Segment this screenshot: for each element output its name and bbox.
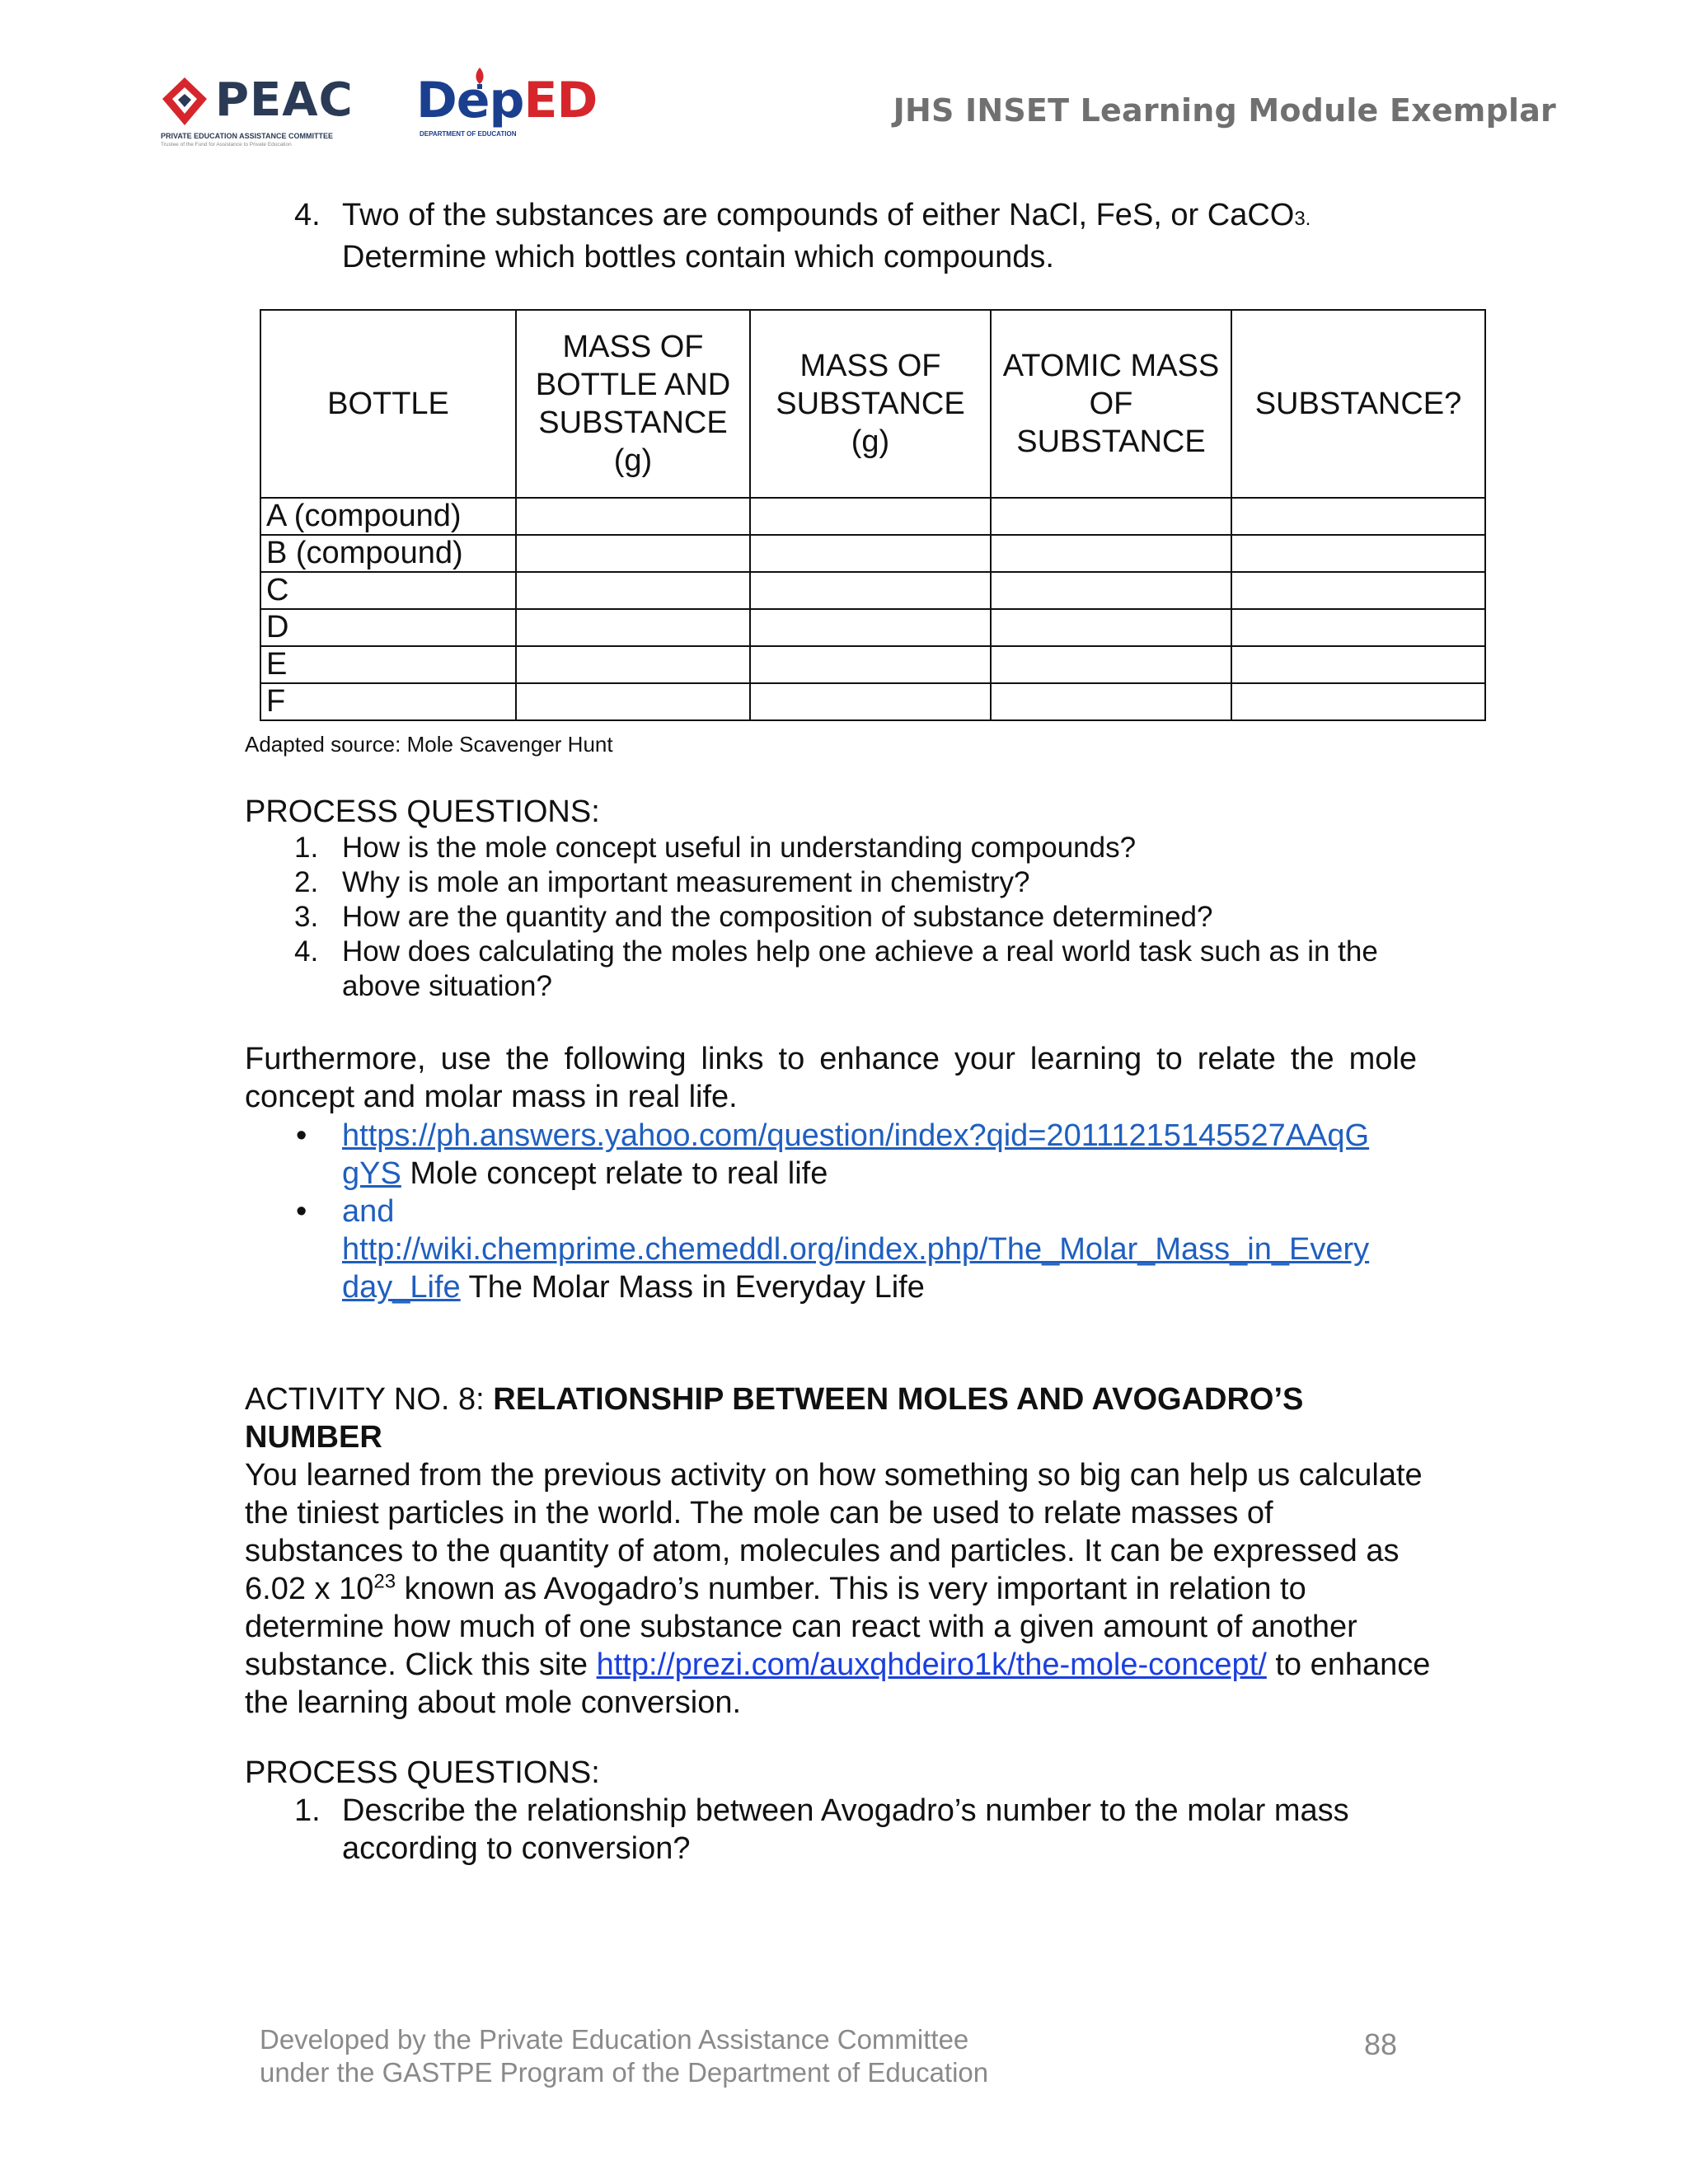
activity-8-text: You learned from the previous activity on how something so big can help us calculate the tiniest particles in the world. The mole can be used to relate masses of substances to the quantity of atom, molecules and particles. It can be expressed as 6.02 x 10 [245,1458,1423,1606]
page-number: 88 [1364,2027,1398,2061]
bottle-label: D [260,609,516,646]
table-row [260,683,1485,720]
activity-8-paragraph [245,1456,1432,1722]
activity-8-title-continued: NUMBER [245,1420,382,1455]
question-4 [294,196,1448,276]
furthermore-paragraph: Furthermore, use the following links to enhance your learning to relate the mole concept and molar mass in real life. [245,1042,1417,1114]
list-text: How are the quantity and the composition of substance determined? [342,901,1213,933]
empty-cell [1231,535,1485,572]
bottle-label: F [260,683,516,720]
list-text: How does calculating the moles help one achieve a real world task such as in the above situation? [342,935,1378,1002]
empty-cell [516,498,750,535]
empty-cell [750,609,991,646]
question-4-subscript: 3. [1294,208,1311,230]
empty-cell [516,683,750,720]
empty-cell [991,498,1231,535]
table-row [260,609,1485,646]
peac-emblem-icon [161,76,209,127]
empty-cell [991,535,1231,572]
avogadro-exponent: 23 [373,1570,396,1593]
list-number: 4. [294,935,319,968]
list-text: Why is mole an important measurement in chemistry? [342,866,1030,898]
bullet-icon: • [296,1118,307,1153]
bottle-label: B (compound) [260,535,516,572]
peac-logo-subtitle: PRIVATE EDUCATION ASSISTANCE COMMITTEE [161,132,334,140]
deped-logo [416,66,598,148]
module-title: JHS INSET Learning Module Exemplar [893,92,1556,129]
process-questions-heading: PROCESS QUESTIONS: [245,794,600,829]
list-number: 1. [294,1793,321,1828]
table-row [260,535,1485,572]
process-questions-2-heading: PROCESS QUESTIONS: [245,1755,600,1790]
question-4-line-1 [342,196,1448,238]
list-text: How is the mole concept useful in understanding compounds? [342,832,1137,864]
list-number: 3. [294,901,319,933]
empty-cell [991,572,1231,609]
table-row [260,498,1485,535]
yahoo-link-continued[interactable]: gYS [342,1156,401,1191]
peac-logo [161,73,383,155]
activity-8-text-continued: known as Avogadro’s number. This is very important in relation to determine how much of one substance can react with a given amount of another substance. Click this site [245,1572,1357,1682]
empty-cell [750,683,991,720]
process-questions-2-list [294,1792,1448,1868]
empty-cell [991,683,1231,720]
list-item [294,935,1440,1004]
question-4-item [294,196,1448,276]
bottle-label: C [260,572,516,609]
header-mass-substance: MASS OF SUBSTANCE (g) [750,310,991,498]
activity-8-text-end: to enhance the learning about mole conversion. [245,1647,1431,1720]
header-mass-bottle-substance: MASS OF BOTTLE AND SUBSTANCE (g) [516,310,750,498]
header-atomic-mass: ATOMIC MASS OF SUBSTANCE [991,310,1231,498]
table-row [260,646,1485,683]
peac-logo-text: PEAC [215,73,354,127]
prezi-link[interactable]: http://prezi.com/auxqhdeiro1k/the-mole-concept/ [596,1647,1267,1682]
question-4-number: 4. [294,198,321,232]
list-number: 2. [294,866,319,898]
process-questions-list [294,831,1440,1004]
activity-8-title: RELATIONSHIP BETWEEN MOLES AND AVOGADRO’S [493,1382,1304,1417]
empty-cell [1231,498,1485,535]
list-item [294,1792,1448,1868]
yahoo-link[interactable]: https://ph.answers.yahoo.com/question/index?qid=20111215145527AAqG [342,1118,1370,1153]
footer-line-1: Developed by the Private Education Assistance Committee [260,2024,969,2055]
empty-cell [991,646,1231,683]
empty-cell [516,535,750,572]
chemprime-link[interactable]: http://wiki.chemprime.chemeddl.org/index.php/The_Molar_Mass_in_Every [342,1232,1370,1267]
activity-8-heading [245,1380,1440,1456]
peac-logo-tagline: Trustee of the Fund for Assistance to Private Education [161,142,292,148]
list-item [294,831,1440,865]
deped-logo-suffix: ED [523,72,598,129]
list-number: 1. [294,832,319,864]
empty-cell [750,498,991,535]
question-4-text: Two of the substances are compounds of either NaCl, FeS, or CaCO [342,198,1295,232]
header-substance: SUBSTANCE? [1231,310,1485,498]
activity-8-label: ACTIVITY NO. 8: [245,1382,494,1417]
link-prefix: and [342,1194,395,1229]
links-list [294,1117,1448,1306]
table-source: Adapted source: Mole Scavenger Hunt [245,732,613,757]
bottle-label: A (compound) [260,498,516,535]
empty-cell [1231,609,1485,646]
empty-cell [516,646,750,683]
list-text: Describe the relationship between Avogadro’s number to the molar mass according to conversion? [342,1793,1349,1866]
empty-cell [516,572,750,609]
question-4-line-2: Determine which bottles contain which compounds. [342,240,1054,274]
empty-cell [750,535,991,572]
header-bottle: BOTTLE [260,310,516,498]
list-item [294,900,1440,935]
empty-cell [1231,646,1485,683]
table-header-row [260,310,1485,498]
empty-cell [750,572,991,609]
link-item-2 [294,1193,1448,1306]
list-item [294,865,1440,900]
empty-cell [1231,572,1485,609]
bottle-table [260,309,1486,721]
table-row [260,572,1485,609]
deped-logo-prefix: Dep [416,72,524,129]
link-description: The Molar Mass in Everyday Life [468,1270,925,1305]
empty-cell [991,609,1231,646]
link-description: Mole concept relate to real life [410,1156,828,1191]
link-item-1 [294,1117,1448,1193]
empty-cell [750,646,991,683]
bottle-label: E [260,646,516,683]
deped-logo-subtitle: DEPARTMENT OF EDUCATION [420,130,517,138]
empty-cell [516,609,750,646]
chemprime-link-continued[interactable]: day_Life [342,1270,461,1305]
footer [260,2023,988,2089]
footer-line-2: under the GASTPE Program of the Department of Education [260,2057,989,2088]
deped-logo-text [416,74,597,127]
bullet-icon: • [296,1194,307,1229]
empty-cell [1231,683,1485,720]
